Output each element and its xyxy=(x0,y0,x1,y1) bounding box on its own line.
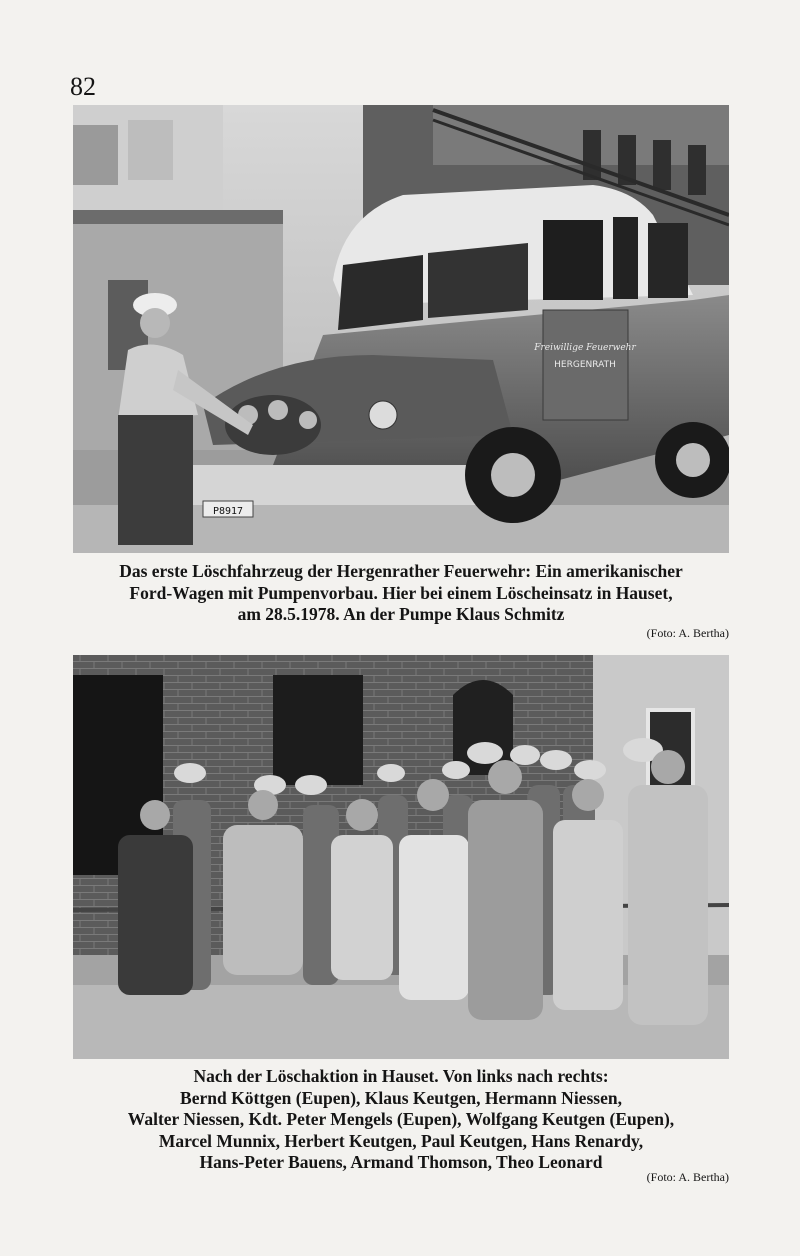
caption-line: am 28.5.1978. An der Pumpe Klaus Schmitz xyxy=(237,604,565,624)
caption-line: Bernd Köttgen (Eupen), Klaus Keutgen, Hermann Niessen, xyxy=(180,1087,622,1108)
group-photo xyxy=(73,655,729,1059)
caption-line: Hans-Peter Bauens, Armand Thomson, Theo Leonard xyxy=(199,1152,603,1172)
caption-line: Ford-Wagen mit Pumpenvorbau. Hier bei einem Löscheinsatz in Hauset, xyxy=(129,582,673,603)
door-script-text: Freiwillige Feuerwehr xyxy=(534,343,636,353)
caption-line: Walter Niessen, Kdt. Peter Mengels (Eupen), Wolfgang Keutgen (Eupen), xyxy=(127,1109,675,1129)
door-name-text: HERGENRATH xyxy=(554,360,616,370)
caption-line: Marcel Munnix, Herbert Keutgen, Paul Keutgen, Hans Renardy, xyxy=(158,1130,644,1151)
caption-line: Nach der Löschaktion in Hauset. Von links nach rechts: xyxy=(193,1066,609,1086)
fire-engine-photo xyxy=(73,105,729,553)
caption-line: Das erste Löschfahrzeug der Hergenrather Feuerwehr: Ein amerikanischer xyxy=(119,561,683,581)
figure-1-caption xyxy=(73,561,729,626)
figure-2-caption xyxy=(73,1066,729,1174)
figure-1-photo-credit: (Foto: A. Bertha) xyxy=(646,626,729,640)
license-plate: P8917 xyxy=(212,506,244,517)
figure-2-photo-credit: (Foto: A. Bertha) xyxy=(646,1170,729,1184)
page-number: 82 xyxy=(70,72,96,101)
